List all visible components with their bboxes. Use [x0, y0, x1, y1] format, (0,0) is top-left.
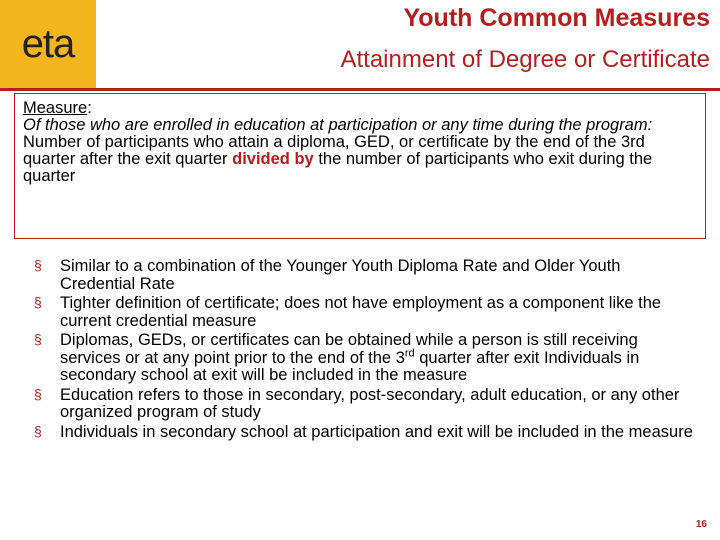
measure-scope: Of those who are enrolled in education at participation or any time during the program: — [23, 116, 653, 134]
bullet-text: Similar to a combination of the Younger Youth Diploma Rate and Older Youth Credential Rate — [60, 257, 621, 293]
measure-heading — [23, 100, 697, 117]
list-item — [34, 295, 694, 330]
superscript-rd: rd — [404, 347, 415, 359]
bullet-icon — [34, 300, 42, 308]
eta-logo — [0, 0, 96, 88]
bullet-text: Tighter definition of certificate; does not have employment as a component like the current credential measure — [60, 294, 662, 330]
bullet-icon — [34, 429, 42, 437]
slide-subtitle: Attainment of Degree or Certificate — [340, 46, 710, 73]
bullet-icon — [34, 392, 42, 400]
measure-label-colon: : — [87, 99, 92, 117]
list-item — [34, 258, 694, 293]
measure-numerator: Number of participants who attain a diploma, GED, or certificate by the end of the 3rd quarter after the exit quarter — [23, 133, 645, 168]
slide-title: Youth Common Measures — [403, 4, 710, 32]
list-item — [34, 424, 694, 442]
measure-formula — [23, 134, 697, 185]
header-divider — [0, 88, 720, 91]
bullet-icon — [34, 263, 42, 271]
list-item — [34, 332, 694, 385]
list-item — [34, 387, 694, 422]
bullet-list — [34, 258, 694, 443]
bullet-text: Education refers to those in secondary, post-secondary, adult education, or any other organized program of study — [60, 385, 680, 421]
measure-label: Measure — [23, 99, 88, 117]
logo-text: eta — [21, 21, 75, 66]
page-number: 16 — [695, 519, 707, 530]
bullet-text: Individuals in secondary school at participation and exit will be included in the measure — [60, 422, 693, 441]
measure-divided-by: divided by — [232, 150, 314, 168]
bullet-text: Diplomas, GEDs, or certificates can be obtained while a person is still receiving services or at any point prior to the end of the 3 — [60, 331, 638, 367]
measure-denominator: the number of participants who exit during the quarter — [23, 150, 653, 185]
bullet-text-cont: quarter after exit Individuals in secondary school at exit will be included in the measure — [60, 348, 640, 384]
bullet-icon — [34, 337, 42, 345]
measure-definition-box — [14, 93, 706, 239]
